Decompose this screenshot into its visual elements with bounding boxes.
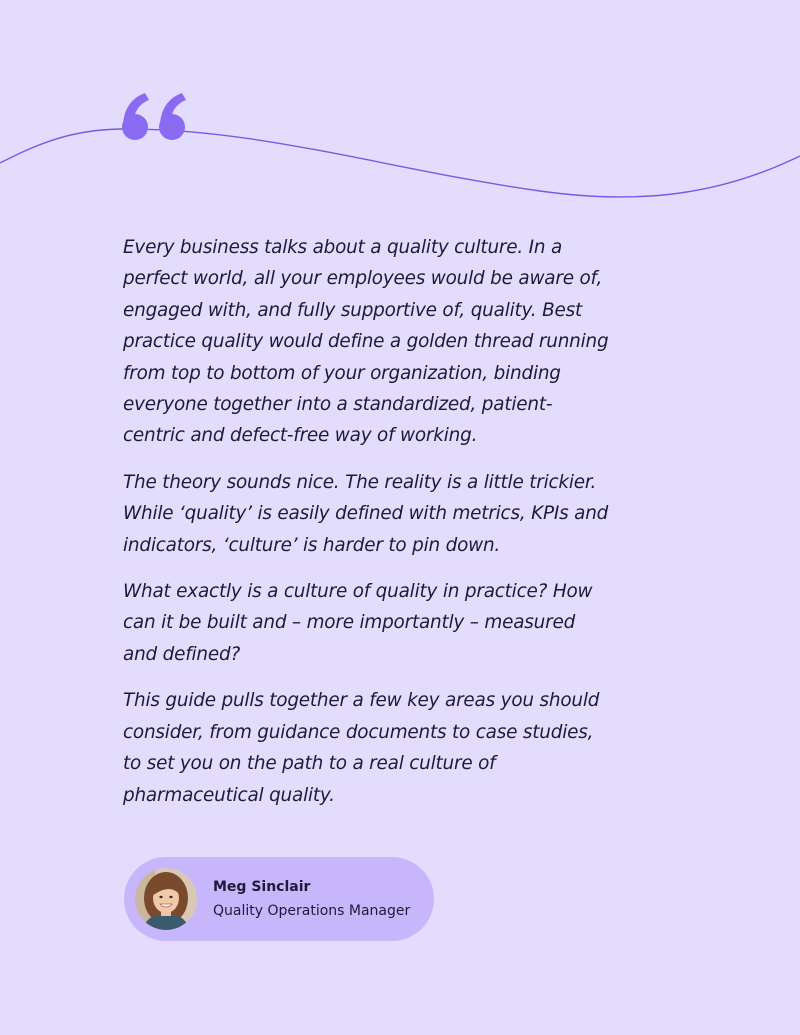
avatar [135, 868, 197, 930]
quote-text [123, 232, 613, 826]
decorative-wave-line [0, 0, 800, 260]
quote-icon [121, 92, 187, 144]
author-role: Quality Operations Manager [213, 903, 411, 919]
author-card [124, 857, 434, 941]
paragraph-question: What exactly is a culture of quality in practice? How can it be built and – more importantly – measured and defined? [123, 581, 593, 665]
paragraph-guide: This guide pulls together a few key areas you should consider, from guidance documents to case studies, to set you on the path to a real culture of pharmaceutical quality. [123, 690, 600, 806]
author-name: Meg Sinclair [213, 879, 311, 895]
paragraph-intro: Every business talks about a quality culture. In a perfect world, all your employees would be aware of, engaged with, and fully supportive of, quality. Best practice quality would define a golden thread running from top to bottom of your organization, binding everyone together into a standardized, patient-centric and defect-free way of working. [123, 237, 609, 447]
paragraph-theory: The theory sounds nice. The reality is a little trickier. While ‘quality’ is easily defined with metrics, KPIs and indicators, ‘culture’ is harder to pin down. [123, 471, 609, 556]
